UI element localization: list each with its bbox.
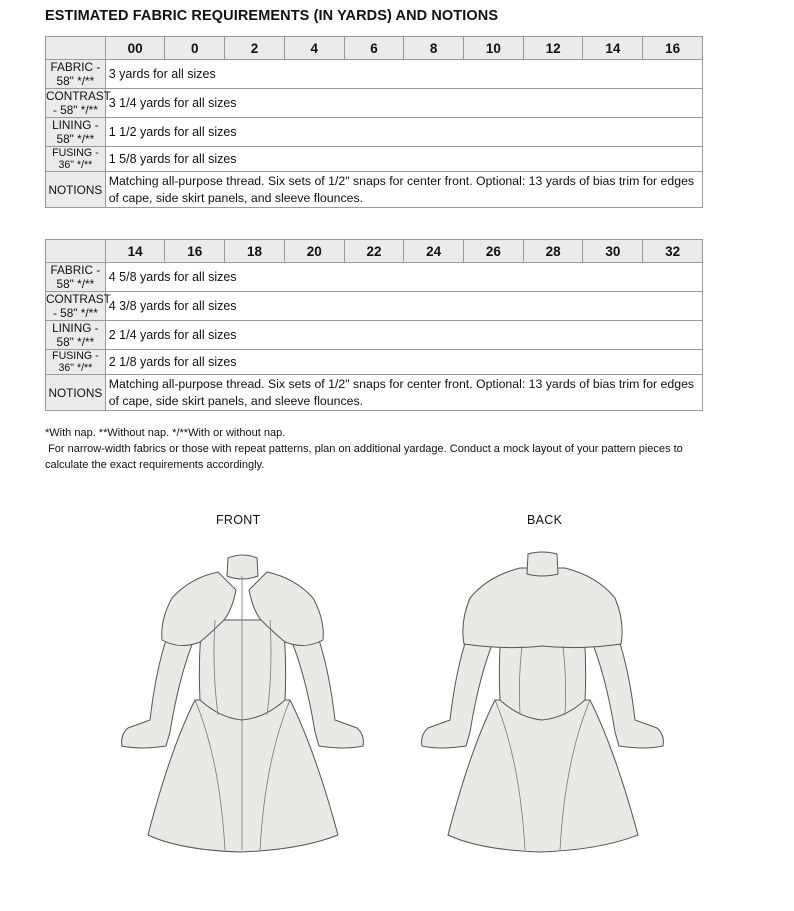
- row-value: 3 yards for all sizes: [105, 60, 702, 89]
- table-row: [46, 118, 703, 147]
- row-value: Matching all-purpose thread. Six sets of 1/2" snaps for center front. Optional: 13 yards of bias trim for edges of cape, side skirt panels, and sleeve flounces.: [105, 172, 702, 208]
- header-corner: [46, 240, 106, 263]
- table-row: [46, 147, 703, 172]
- front-view-label: FRONT: [216, 513, 261, 527]
- size-cell: 14: [105, 240, 165, 263]
- row-label: FABRIC - 58" */**: [46, 60, 106, 89]
- size-header-row: [46, 37, 703, 60]
- size-cell: 20: [284, 240, 344, 263]
- row-label: CONTRAST - 58" */**: [46, 89, 111, 117]
- size-header-row: [46, 240, 703, 263]
- table-row: [46, 89, 703, 118]
- row-value: 4 5/8 yards for all sizes: [105, 263, 702, 292]
- front-bodice: [199, 620, 285, 720]
- size-cell: 4: [284, 37, 344, 60]
- size-cell: 0: [165, 37, 225, 60]
- back-view-illustration: [400, 550, 685, 855]
- size-cell: 28: [523, 240, 583, 263]
- size-cell: 18: [225, 240, 285, 263]
- size-cell: 16: [165, 240, 225, 263]
- header-corner: [46, 37, 106, 60]
- back-view-label: BACK: [527, 513, 563, 527]
- size-cell: 12: [523, 37, 583, 60]
- table-row: [46, 263, 703, 292]
- size-cell: 00: [105, 37, 165, 60]
- row-value: 4 3/8 yards for all sizes: [105, 292, 702, 321]
- row-value: 2 1/8 yards for all sizes: [105, 350, 702, 375]
- size-cell: 32: [643, 240, 703, 263]
- nap-footnote: *With nap. **Without nap. */**With or without nap.: [45, 427, 286, 439]
- row-label: CONTRAST - 58" */**: [46, 292, 111, 320]
- row-label: NOTIONS: [46, 172, 106, 208]
- size-cell: 6: [344, 37, 404, 60]
- front-collar: [227, 555, 258, 579]
- table-row: [46, 321, 703, 350]
- fabric-table-small-sizes: [45, 36, 703, 208]
- fabric-table-large-sizes: [45, 239, 703, 411]
- table-row: [46, 292, 703, 321]
- size-cell: 10: [464, 37, 524, 60]
- size-cell: 26: [464, 240, 524, 263]
- row-label: FUSING - 36" */**: [46, 147, 106, 172]
- table-row: [46, 375, 703, 411]
- back-collar: [527, 552, 558, 576]
- row-value: 1 5/8 yards for all sizes: [105, 147, 702, 172]
- row-label: NOTIONS: [46, 375, 106, 411]
- size-cell: 16: [643, 37, 703, 60]
- size-cell: 14: [583, 37, 643, 60]
- row-value: 2 1/4 yards for all sizes: [105, 321, 702, 350]
- row-label: LINING - 58" */**: [46, 118, 106, 147]
- table-row: [46, 60, 703, 89]
- size-cell: 30: [583, 240, 643, 263]
- table-row: [46, 172, 703, 208]
- size-cell: 8: [404, 37, 464, 60]
- back-skirt: [448, 700, 638, 852]
- row-value: 3 1/4 yards for all sizes: [105, 89, 702, 118]
- row-value: Matching all-purpose thread. Six sets of 1/2" snaps for center front. Optional: 13 yards of bias trim for edges of cape, side skirt panels, and sleeve flounces.: [105, 375, 702, 411]
- row-label: FUSING - 36" */**: [46, 350, 106, 375]
- back-cape: [463, 568, 622, 648]
- footnotes: [45, 425, 725, 473]
- size-cell: 22: [344, 240, 404, 263]
- row-value: 1 1/2 yards for all sizes: [105, 118, 702, 147]
- page-title: ESTIMATED FABRIC REQUIREMENTS (IN YARDS) AND NOTIONS: [45, 8, 499, 24]
- front-skirt: [148, 700, 338, 852]
- yardage-footnote: For narrow-width fabrics or those with repeat patterns, plan on additional yardage. Conduct a mock layout of your pattern pieces to calculate the exact requirements accordingly.: [45, 443, 686, 471]
- size-cell: 24: [404, 240, 464, 263]
- table-row: [46, 350, 703, 375]
- row-label: FABRIC - 58" */**: [46, 263, 106, 292]
- size-cell: 2: [225, 37, 285, 60]
- row-label: LINING - 58" */**: [46, 321, 106, 350]
- front-view-illustration: [100, 550, 385, 855]
